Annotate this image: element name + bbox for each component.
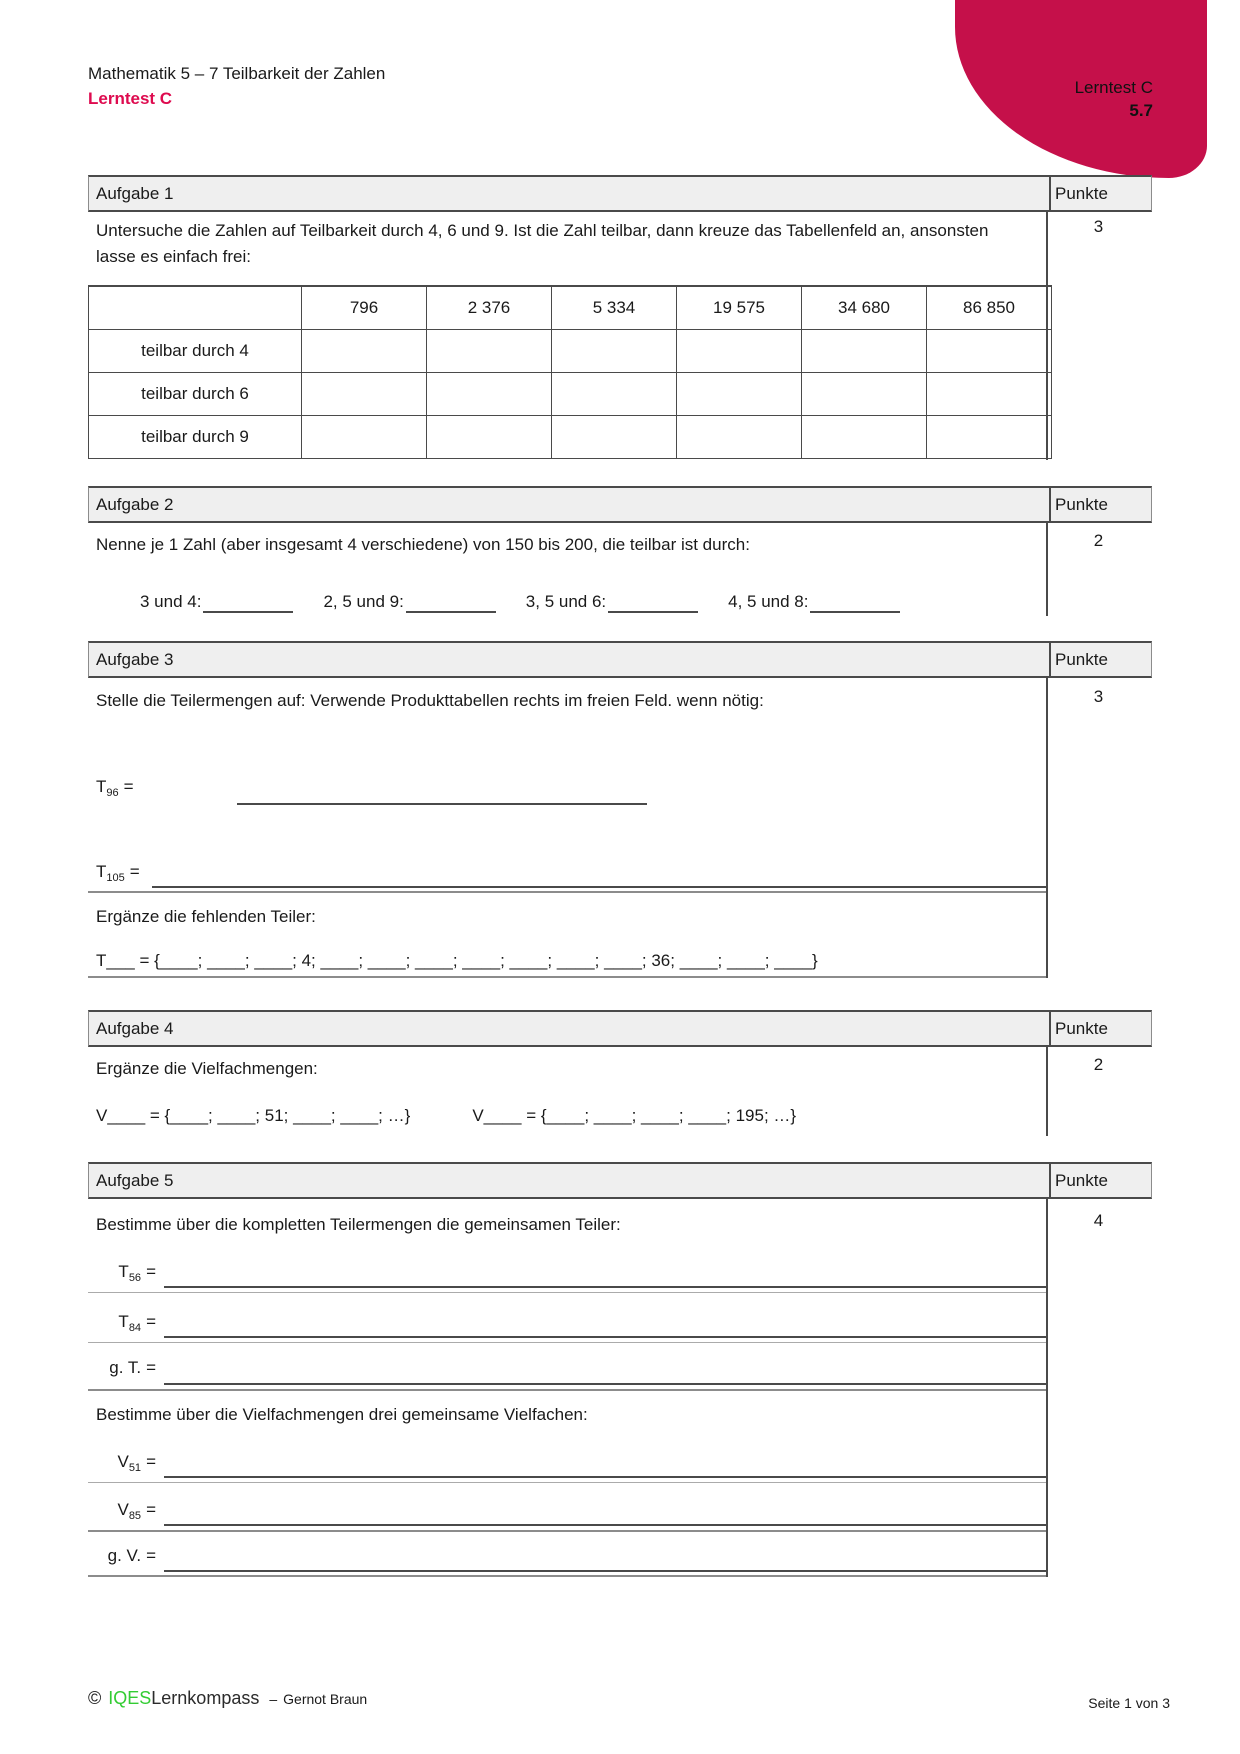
divisibility-answer-cell[interactable] [677,330,802,373]
table-row [89,416,1052,459]
points-value-aufgabe-5: 4 [1093,1211,1104,1230]
v51-label [88,1452,156,1472]
punkte-header: Punkte [1049,1164,1151,1197]
blank-group [140,585,293,613]
footer [88,1688,367,1709]
course-title: Mathematik 5 – 7 Teilbarkeit der Zahlen [88,64,386,83]
label-base: T [118,1262,129,1281]
test-label: Lerntest C [88,89,173,108]
answer-blank[interactable] [406,585,496,613]
fill-in-multiples-line-left[interactable]: V____ = {____; ____; 51; ____; ____; …} [96,1106,411,1125]
corner-badge [955,0,1207,178]
divisibility-answer-cell[interactable] [927,373,1052,416]
label-base: T [96,777,107,796]
table-header-row [89,286,1052,330]
table-number-header: 34 680 [802,286,927,330]
copyright-symbol: © [88,1688,102,1708]
equals-sign: = [146,1500,156,1519]
label-subscript: 84 [128,1322,142,1334]
answer-line-v85[interactable] [164,1524,1046,1526]
label-subscript: 105 [106,872,125,884]
vielfachmengen-row [96,1106,796,1126]
label-subscript: 96 [106,787,119,799]
blank-group [728,585,900,613]
label-base: g. T. [109,1358,142,1377]
punkte-header: Punkte [1049,1012,1151,1045]
punkte-divider [1046,678,1048,978]
badge-test-name: Lerntest C [1074,78,1153,97]
divisibility-answer-cell[interactable] [427,373,552,416]
row-separator [88,1342,1046,1343]
section-divider [88,1389,1046,1391]
divisibility-answer-cell[interactable] [302,330,427,373]
section-title: Aufgabe 2 [96,495,174,514]
equals-sign: = [146,1262,156,1281]
divisibility-answer-cell[interactable] [427,416,552,459]
row-separator [88,1530,1046,1532]
divisibility-table [88,285,1052,459]
table-corner-cell [89,286,302,330]
table-number-header: 796 [302,286,427,330]
instruction-aufgabe-2: Nenne je 1 Zahl (aber insgesamt 4 verschiedene) von 150 bis 200, die teilbar ist durch: [96,535,750,554]
instruction-aufgabe-3: Stelle die Teilermengen auf: Verwende Produkttabellen rechts im freien Feld. wenn nötig: [96,691,764,710]
footer-dash: – [269,1691,278,1707]
blank-label: 4, 5 und 8: [728,592,809,611]
label-base: V [117,1500,129,1519]
label-base: T [118,1312,129,1331]
instruction-aufgabe-5-part1: Bestimme über die kompletten Teilermengen die gemeinsamen Teiler: [96,1215,621,1234]
section-title: Aufgabe 3 [96,650,174,669]
brand-lernkompass: Lernkompass [151,1688,260,1708]
answer-blank[interactable] [608,585,698,613]
table-number-header: 5 334 [552,286,677,330]
table-row [89,330,1052,373]
row-separator [88,1292,1046,1293]
answer-line-t84[interactable] [164,1336,1046,1338]
corner-badge-text [955,76,1153,122]
points-value-aufgabe-3: 3 [1093,687,1104,706]
section-title: Aufgabe 5 [96,1171,174,1190]
sub-instruction-aufgabe-3: Ergänze die fehlenden Teiler: [96,907,316,926]
answer-line-gt[interactable] [164,1383,1046,1385]
punkte-header: Punkte [1049,488,1151,521]
row-separator [88,1482,1046,1483]
equals-sign: = [146,1546,156,1565]
divisibility-answer-cell[interactable] [677,373,802,416]
divisibility-answer-cell[interactable] [927,330,1052,373]
instruction-aufgabe-1: Untersuche die Zahlen auf Teilbarkeit durch 4, 6 und 9. Ist die Zahl teilbar, dann kreuze das Tabellenfeld an, ansonsten lasse es einfach frei: [96,221,989,266]
equals-sign: = [146,1312,156,1331]
gt-label [88,1358,156,1378]
fill-in-multiples-line-right[interactable]: V____ = {____; ____; ____; ____; 195; …} [472,1106,797,1125]
gv-label [88,1546,156,1566]
teilermenge-t96-label [96,777,134,797]
equals-sign: = [146,1452,156,1471]
section-bottom-border [88,1575,1046,1577]
blank-group [526,585,698,613]
blank-label: 2, 5 und 9: [323,592,404,611]
section-header-aufgabe-4 [88,1010,1152,1047]
table-number-header: 86 850 [927,286,1052,330]
blank-label: 3 und 4: [140,592,202,611]
divisibility-answer-cell[interactable] [802,330,927,373]
table-number-header: 19 575 [677,286,802,330]
teilermenge-t105-label [96,862,140,882]
v85-label [88,1500,156,1520]
section-header-aufgabe-5 [88,1162,1152,1199]
equals-sign: = [129,862,140,881]
row-label: teilbar durch 9 [89,416,302,459]
row-label: teilbar durch 6 [89,373,302,416]
label-base: T [96,862,107,881]
label-base: g. V. [107,1546,142,1565]
answer-line-t56[interactable] [164,1286,1046,1288]
label-subscript: 56 [128,1272,142,1284]
table-number-header: 2 376 [427,286,552,330]
points-value-aufgabe-1: 3 [1093,217,1104,236]
footer-author: Gernot Braun [283,1691,368,1707]
blank-label: 3, 5 und 6: [525,592,607,611]
answer-blank[interactable] [810,585,900,613]
divisibility-answer-cell[interactable] [427,330,552,373]
fill-in-divisor-line[interactable]: T___ = {____; ____; ____; 4; ____; ____; ____; ____; ____; ____; ____; 36; ____; ____; ____} [96,951,818,970]
answer-line-t96[interactable] [237,803,647,805]
page-number: Seite 1 von 3 [1088,1695,1170,1711]
row-label: teilbar durch 4 [89,330,302,373]
section-title: Aufgabe 1 [96,184,174,203]
divisibility-answer-cell[interactable] [677,416,802,459]
blank-group [323,585,495,613]
label-subscript: 51 [128,1462,142,1474]
equals-sign: = [123,777,134,796]
divisibility-answer-cell[interactable] [802,416,927,459]
answer-line-v51[interactable] [164,1476,1046,1478]
divisibility-answer-cell[interactable] [552,373,677,416]
t84-label [88,1312,156,1332]
section-header-aufgabe-2 [88,486,1152,523]
answer-line-gv[interactable] [164,1570,1046,1572]
divisibility-answer-cell[interactable] [802,373,927,416]
section-title: Aufgabe 4 [96,1019,174,1038]
t56-label [88,1262,156,1282]
punkte-header: Punkte [1049,177,1151,210]
divisibility-answer-cell[interactable] [927,416,1052,459]
label-base: V [117,1452,129,1471]
section-bottom-border [88,976,1046,978]
divisibility-answer-cell[interactable] [552,416,677,459]
punkte-divider [1046,1199,1048,1577]
divisibility-answer-cell[interactable] [302,373,427,416]
punkte-header: Punkte [1049,643,1151,676]
equals-sign: = [146,1358,156,1377]
section-header-aufgabe-1 [88,175,1152,212]
answer-blanks-row [140,585,900,613]
instruction-aufgabe-5-part2: Bestimme über die Vielfachmengen drei gemeinsame Vielfachen: [96,1405,588,1424]
answer-blank[interactable] [203,585,293,613]
instruction-aufgabe-4: Ergänze die Vielfachmengen: [96,1059,318,1078]
badge-chapter-number: 5.7 [1129,101,1153,120]
divisibility-answer-cell[interactable] [302,416,427,459]
points-value-aufgabe-2: 2 [1093,531,1104,550]
points-value-aufgabe-4: 2 [1093,1055,1104,1074]
table-row [89,373,1052,416]
section-header-aufgabe-3 [88,641,1152,678]
brand-iqes: IQES [108,1688,152,1708]
label-subscript: 85 [128,1510,142,1522]
section-divider [88,891,1046,893]
divisibility-answer-cell[interactable] [552,330,677,373]
answer-line-t105[interactable] [152,886,1046,888]
